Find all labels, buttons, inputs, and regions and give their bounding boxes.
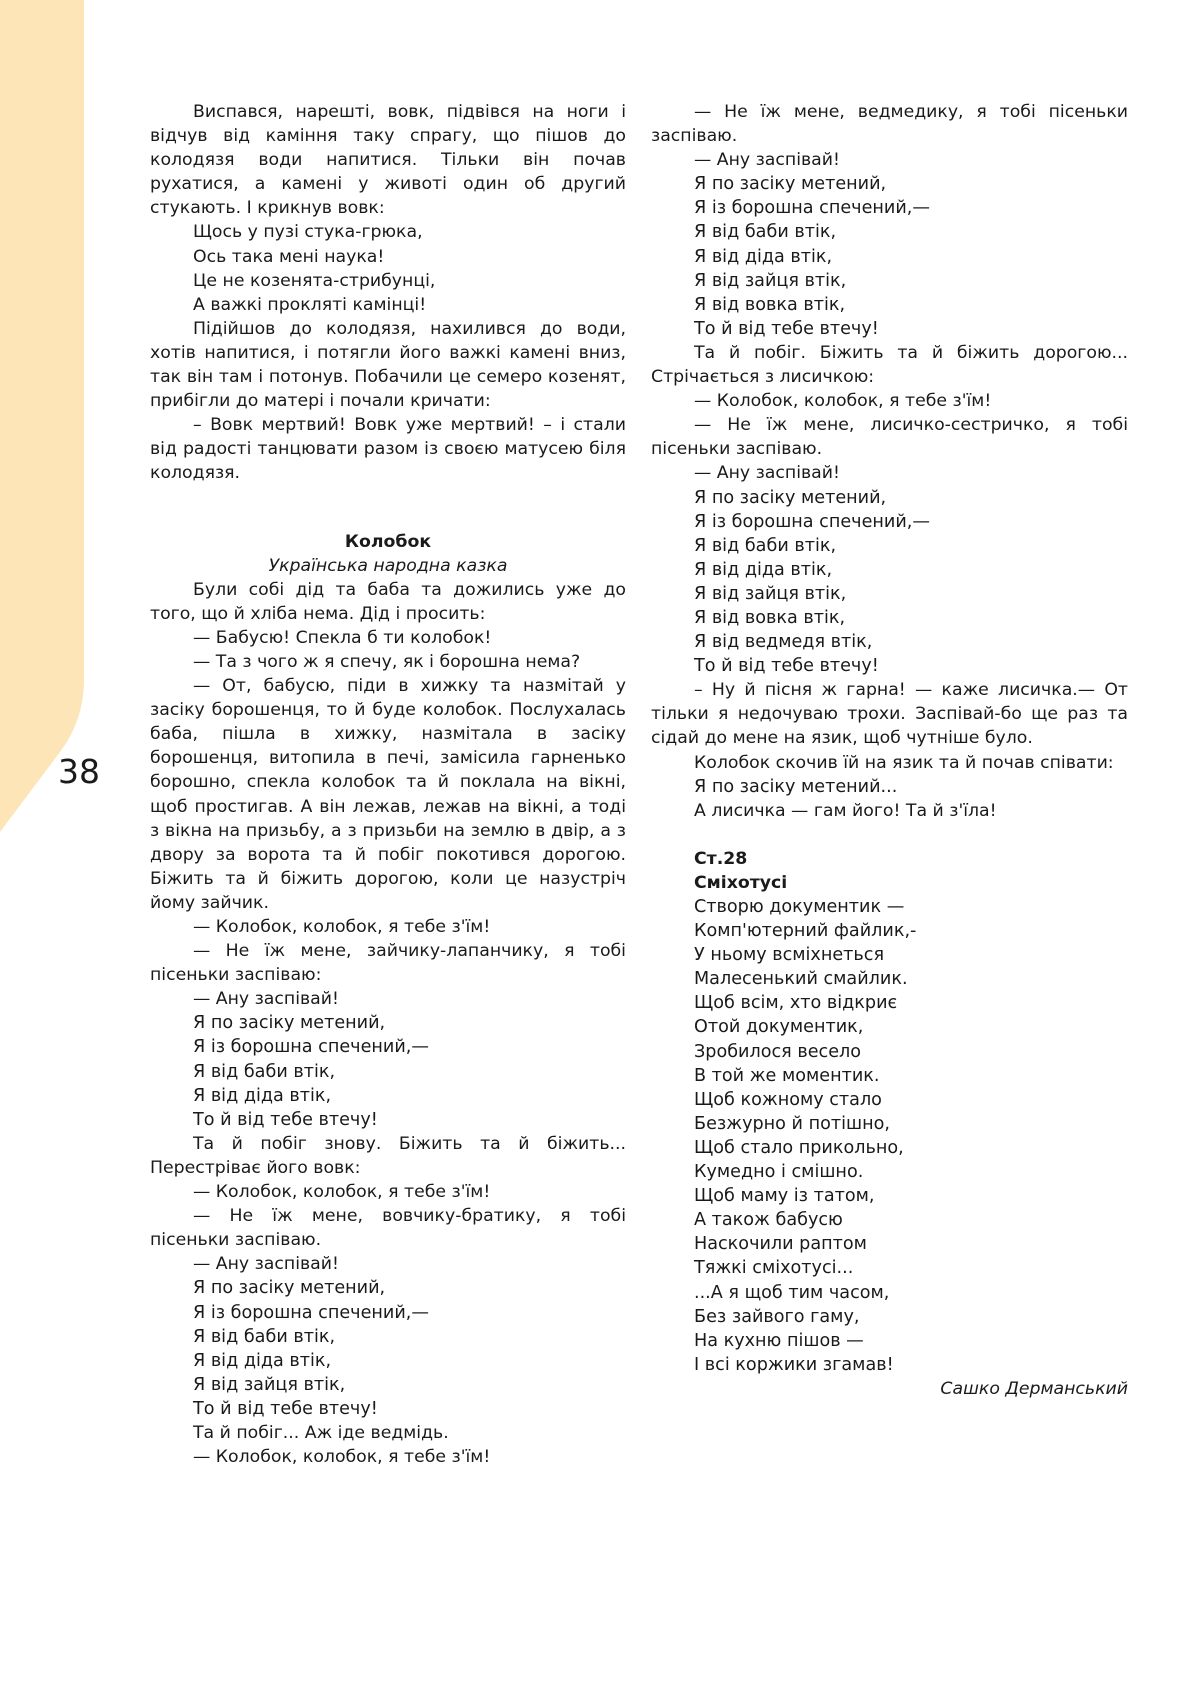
paragraph: Та й побіг... Аж іде ведмідь. <box>193 1422 449 1443</box>
poem-line: В той же моментик. <box>694 1065 880 1086</box>
page-side-tab <box>0 0 88 1683</box>
song-line: Я від баби втік, <box>694 535 837 556</box>
paragraph: Та й побіг. Біжить та й біжить дорогою... Стрічається з лисичкою: <box>651 342 1128 388</box>
poem-title: Сміхотусі <box>694 872 788 893</box>
story-title: Колобок <box>344 531 432 552</box>
paragraph: – Вовк мертвий! Вовк уже мертвий! – і стали від радості танцювати разом із своєю матусею біля колодязя. <box>150 415 626 484</box>
song-fox <box>651 486 1128 679</box>
paragraph: Підійшов до колодязя, нахилився до води, хотів напитися, і потягли його важкі камені вниз, так він там і потонув. Побачили це семеро козенят, прибігли до матері і почали кричати: <box>150 318 626 412</box>
poem-line: Без зайвого гаму, <box>694 1306 860 1327</box>
song-line: Я від зайця втік, <box>694 270 847 291</box>
song-wolf <box>150 1276 626 1421</box>
story-subtitle: Українська народна казка <box>268 555 508 576</box>
poem-line: Малесенький смайлик. <box>694 969 908 990</box>
paragraph: — От, бабусю, піди в хижку та назмітай у засіку борошенця, то й буде колобок. Послухалась баба, пішла в хижку, назмітала в засіку борошенця, витопила в печі, замісила гарненько борошно, спекла колобок та й поклала на вікні, щоб простигав. А він лежав, лежав на вікні, а тоді з вікна на призьбу, а з призьби на землю в двір, а з двору за ворота та й побіг покотився дорогою. Біжить та й біжить дорогою, коли це назустріч йому зайчик. <box>150 676 626 913</box>
paragraph: — Ану заспівай! <box>193 989 339 1010</box>
paragraph: Та й побіг знову. Біжить та й біжить... Перестріває його вовк: <box>150 1133 626 1178</box>
paragraph: — Не їж мене, зайчику-лапанчику, я тобі пісеньки заспіваю: <box>150 941 626 986</box>
song-line: Я від вовка втік, <box>694 607 846 628</box>
paragraph: Колобок скочив їй на язик та й почав співати: <box>694 752 1114 773</box>
poem-line: Безжурно й потішно, <box>694 1113 890 1134</box>
paragraph: — Ану заспівай! <box>193 1254 339 1275</box>
verse-line: А важкі прокляті камінці! <box>193 294 427 315</box>
song-line: То й від тебе втечу! <box>193 1109 378 1130</box>
paragraph: — Бабусю! Спекла б ти колобок! <box>193 627 492 648</box>
song-line: Я із борошна спечений,— <box>193 1037 429 1058</box>
paragraph: — Колобок, колобок, я тебе з'їм! <box>193 1182 491 1203</box>
song-hare <box>150 1011 626 1131</box>
left-column <box>150 100 626 1469</box>
song-line: Я від діда втік, <box>694 559 833 580</box>
paragraph: — Колобок, колобок, я тебе з'їм! <box>193 917 491 937</box>
poem-line: На кухню пішов — <box>694 1330 864 1351</box>
song-line: Я від зайця втік, <box>193 1374 346 1395</box>
poem-line: Щоб маму із татом, <box>694 1186 875 1207</box>
song-line: Я від баби втік, <box>193 1061 336 1082</box>
song-line: Я від вовка втік, <box>694 294 846 315</box>
poem <box>651 895 1128 1377</box>
poem-line: А також бабусю <box>694 1210 843 1231</box>
song-line: Я від зайця втік, <box>694 583 847 604</box>
paragraph: — Колобок, колобок, я тебе з'їм! <box>694 391 992 412</box>
poem-line: Комп'ютерний файлик,- <box>694 921 917 942</box>
song-line: Я від діда втік, <box>193 1350 332 1371</box>
poem-line: Наскочили раптом <box>694 1234 867 1255</box>
verse-line: Ось така мені наука! <box>193 246 385 267</box>
verse-line: Щось у пузі стука-грюка, <box>193 222 423 243</box>
song-line: То й від тебе втечу! <box>193 1398 378 1419</box>
poem-line: Кумедно і смішно. <box>694 1162 864 1183</box>
paragraph: Були собі дід та баба та дожились уже до того, що й хліба нема. Дід і просить: <box>150 579 626 624</box>
song-line: Я від діда втік, <box>694 246 833 267</box>
paragraph: А лисичка — гам його! Та й з'їла! <box>694 800 997 821</box>
poem-line: ...А я щоб тим часом, <box>694 1282 890 1303</box>
song-line: Я по засіку метений, <box>694 174 887 195</box>
song-line: Я по засіку метений, <box>193 1013 386 1034</box>
poem-line: Отой документик, <box>694 1017 864 1038</box>
poem-line: І всі коржики згамав! <box>694 1354 894 1375</box>
poem-line: Щоб стало прикольно, <box>694 1137 904 1158</box>
song-line: Я від баби втік, <box>694 222 837 243</box>
song-bear <box>651 172 1128 341</box>
song-line: Я від ведмедя втік, <box>694 632 873 653</box>
poem-line: Створю документик — <box>694 897 905 917</box>
paragraph: — Та з чого ж я спечу, як і борошна нема? <box>193 651 581 672</box>
paragraph: Виспався, нарешті, вовк, підвівся на ноги і відчув від каміння таку спрагу, що пішов до колодязя води напитися. Тільки він почав рухатися, а камені у животі один об другий стукають. І крикнув вовк: <box>150 102 626 219</box>
poem-line: Зробилося весело <box>694 1041 862 1062</box>
song-line: Я із борошна спечений,— <box>694 511 930 532</box>
poem-author: Сашко Дерманський <box>940 1378 1128 1399</box>
song-line: Я від діда втік, <box>193 1085 332 1106</box>
song-line: То й від тебе втечу! <box>694 656 879 677</box>
song-line: То й від тебе втечу! <box>694 318 879 339</box>
paragraph: — Колобок, колобок, я тебе з'їм! <box>193 1447 491 1468</box>
right-column <box>651 100 1128 1401</box>
poem-line: Щоб всім, хто відкриє <box>694 993 898 1014</box>
section-label: Ст.28 <box>694 848 748 869</box>
verse-wolf <box>150 220 626 316</box>
poem-line: Щоб кожному стало <box>694 1089 882 1110</box>
poem-line: Тяжкі сміхотусі... <box>694 1258 854 1279</box>
paragraph: – Ну й пісня ж гарна! — каже лисичка.— От тільки я недочуваю трохи. Заспівай-бо ще раз та сідай до мене на язик, щоб чутніше було. <box>651 680 1128 749</box>
song-line: Я по засіку метений, <box>694 487 887 508</box>
song-line: Я по засіку метений... <box>694 776 898 797</box>
song-line: Я із борошна спечений,— <box>694 198 930 219</box>
paragraph: — Не їж мене, ведмедику, я тобі пісеньки заспіваю. <box>651 102 1128 147</box>
paragraph: — Не їж мене, вовчику-братику, я тобі пісеньки заспіваю. <box>150 1206 626 1251</box>
verse-line: Це не козенята-стрибунці, <box>193 270 436 291</box>
song-line: Я по засіку метений, <box>193 1278 386 1299</box>
page-number: 38 <box>58 752 100 791</box>
song-line: Я від баби втік, <box>193 1326 336 1347</box>
paragraph: — Не їж мене, лисичко-сестричко, я тобі пісеньки заспіваю. <box>651 415 1128 460</box>
poem-line: У ньому всміхнеться <box>694 945 885 966</box>
paragraph: — Ану заспівай! <box>694 463 840 484</box>
side-tab-shape <box>0 0 88 1683</box>
paragraph: — Ану заспівай! <box>694 150 840 171</box>
song-line: Я із борошна спечений,— <box>193 1302 429 1323</box>
